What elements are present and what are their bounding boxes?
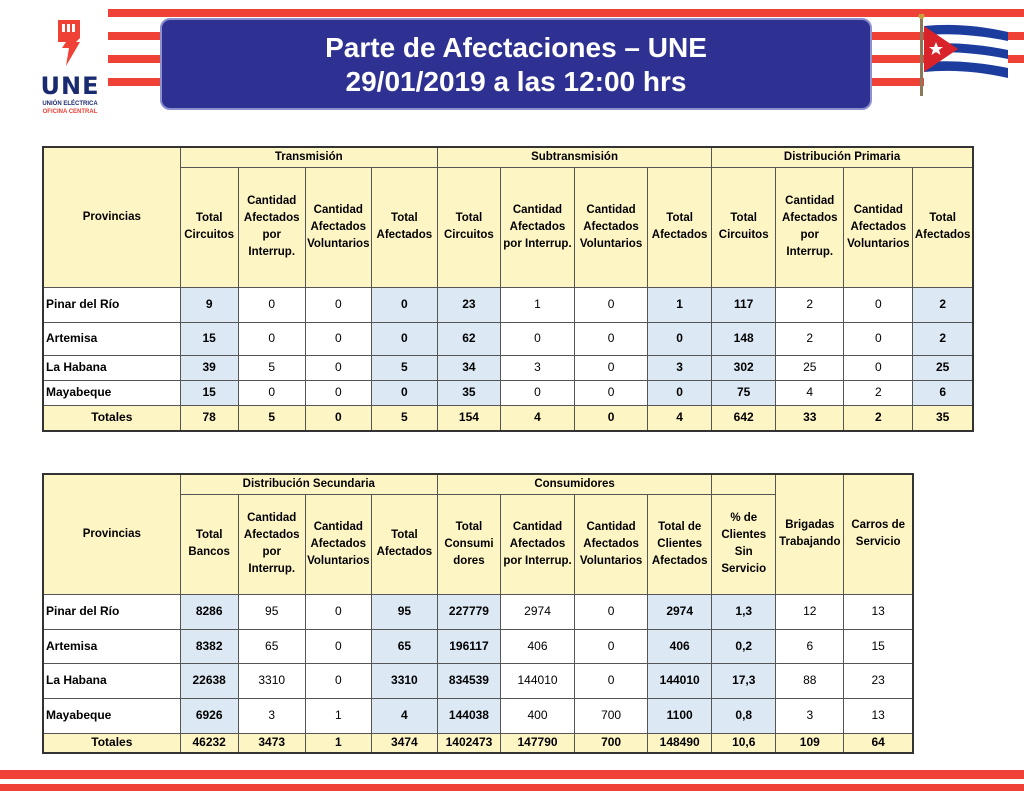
table-cell: 2 <box>913 287 973 322</box>
table-cell: 0 <box>371 287 437 322</box>
distribution-table <box>42 473 914 754</box>
totals-cell: 0 <box>575 405 648 431</box>
table-cell: 2974 <box>648 594 712 629</box>
table-cell: 0 <box>305 629 371 663</box>
column-header: Brigadas Trabajando <box>776 474 844 594</box>
table-cell: 9 <box>180 287 238 322</box>
table-row <box>43 698 913 733</box>
red-stripe <box>0 770 1024 779</box>
province-name: La Habana <box>43 663 180 698</box>
table-cell: 0,2 <box>712 629 776 663</box>
fist-lightning-icon <box>54 18 84 68</box>
table-cell: 95 <box>238 594 305 629</box>
totals-cell: 3473 <box>238 733 305 753</box>
table-cell: 0 <box>371 380 437 405</box>
column-header: Cantidad Afectados por Interrup. <box>238 167 305 287</box>
table-cell: 0 <box>305 287 371 322</box>
totals-label: Totales <box>43 405 180 431</box>
transmission-table <box>42 146 974 432</box>
table-cell: 22638 <box>180 663 238 698</box>
table-cell: 0 <box>305 663 371 698</box>
table-cell: 6 <box>776 629 844 663</box>
red-stripe <box>108 55 160 63</box>
totals-cell: 1402473 <box>437 733 500 753</box>
column-header: % de Clientes Sin Servicio <box>712 494 776 594</box>
table-cell: 12 <box>776 594 844 629</box>
column-header: Total de Clientes Afectados <box>648 494 712 594</box>
province-name: Pinar del Río <box>43 594 180 629</box>
table-cell: 13 <box>844 594 913 629</box>
table-cell: 0 <box>305 322 371 355</box>
table-cell: 65 <box>238 629 305 663</box>
table-cell: 5 <box>238 355 305 380</box>
table-cell: 88 <box>776 663 844 698</box>
column-header: Total Consumi dores <box>437 494 500 594</box>
column-header: Cantidad Afectados Voluntarios <box>575 494 648 594</box>
group-header-blank <box>712 474 776 494</box>
group-header: Consumidores <box>437 474 711 494</box>
column-header: Total Afectados <box>371 167 437 287</box>
table-cell: 0 <box>575 663 648 698</box>
table-cell: 0 <box>648 322 712 355</box>
totals-cell: 4 <box>500 405 574 431</box>
table-cell: 0 <box>648 380 712 405</box>
table-cell: 23 <box>437 287 500 322</box>
table-cell: 0 <box>500 380 574 405</box>
totals-cell: 0 <box>305 405 371 431</box>
table-cell: 8286 <box>180 594 238 629</box>
table-cell: 3310 <box>238 663 305 698</box>
table-row <box>43 287 973 322</box>
table-cell: 0 <box>575 355 648 380</box>
group-header: Transmisión <box>180 147 437 167</box>
table-cell: 0 <box>305 355 371 380</box>
red-stripe <box>108 32 160 40</box>
column-header: Cantidad Afectados por Interrup. <box>500 494 574 594</box>
totals-cell: 64 <box>844 733 913 753</box>
table-cell: 15 <box>180 322 238 355</box>
totals-cell: 148490 <box>648 733 712 753</box>
table-cell: 0 <box>500 322 574 355</box>
table-cell: 75 <box>712 380 776 405</box>
totals-cell: 109 <box>776 733 844 753</box>
table-cell: 15 <box>844 629 913 663</box>
table-cell: 196117 <box>437 629 500 663</box>
table-cell: 17,3 <box>712 663 776 698</box>
page-title <box>160 18 872 110</box>
totals-row <box>43 405 973 431</box>
table-row <box>43 380 973 405</box>
table-cell: 0 <box>305 380 371 405</box>
table-cell: 1 <box>305 698 371 733</box>
table-cell: 3 <box>238 698 305 733</box>
totals-cell: 10,6 <box>712 733 776 753</box>
table-cell: 5 <box>371 355 437 380</box>
group-header: Distribución Primaria <box>712 147 973 167</box>
table-cell: 1 <box>648 287 712 322</box>
column-header: Total Afectados <box>371 494 437 594</box>
group-header: Distribución Secundaria <box>180 474 437 494</box>
column-header: Cantidad Afectados Voluntarios <box>305 167 371 287</box>
table-cell: 0 <box>575 629 648 663</box>
totals-cell: 154 <box>437 405 500 431</box>
table-cell: 0 <box>844 355 913 380</box>
province-name: La Habana <box>43 355 180 380</box>
totals-label: Totales <box>43 733 180 753</box>
table-cell: 0 <box>238 287 305 322</box>
totals-cell: 3474 <box>371 733 437 753</box>
table-cell: 6 <box>913 380 973 405</box>
totals-row <box>43 733 913 753</box>
table-cell: 1,3 <box>712 594 776 629</box>
logo-subtitle: UNIÓN ELÉCTRICA <box>42 101 98 107</box>
column-header: Cantidad Afectados por Interrup. <box>500 167 574 287</box>
table-cell: 65 <box>371 629 437 663</box>
totals-cell: 5 <box>371 405 437 431</box>
province-name: Artemisa <box>43 629 180 663</box>
logo-name: UNE <box>40 72 100 100</box>
table-row <box>43 663 913 698</box>
table-cell: 0 <box>844 322 913 355</box>
column-header: Total Bancos <box>180 494 238 594</box>
totals-cell: 33 <box>776 405 844 431</box>
table-cell: 3 <box>648 355 712 380</box>
table-cell: 6926 <box>180 698 238 733</box>
table-cell: 34 <box>437 355 500 380</box>
table-cell: 95 <box>371 594 437 629</box>
totals-cell: 642 <box>712 405 776 431</box>
table-row <box>43 322 973 355</box>
table-cell: 2 <box>913 322 973 355</box>
column-header: Cantidad Afectados Voluntarios <box>844 167 913 287</box>
table-cell: 0 <box>238 322 305 355</box>
table-cell: 700 <box>575 698 648 733</box>
table-cell: 144038 <box>437 698 500 733</box>
table-cell: 39 <box>180 355 238 380</box>
table-cell: 148 <box>712 322 776 355</box>
table-cell: 2 <box>776 322 844 355</box>
column-header: Cantidad Afectados Voluntarios <box>305 494 371 594</box>
totals-cell: 147790 <box>500 733 574 753</box>
group-header: Subtransmisión <box>437 147 711 167</box>
provincias-header: Provincias <box>43 147 180 287</box>
column-header: Total Afectados <box>648 167 712 287</box>
totals-cell: 4 <box>648 405 712 431</box>
column-header: Total Circuitos <box>437 167 500 287</box>
table-cell: 0 <box>238 380 305 405</box>
totals-cell: 5 <box>238 405 305 431</box>
totals-cell: 35 <box>913 405 973 431</box>
province-name: Artemisa <box>43 322 180 355</box>
table-cell: 62 <box>437 322 500 355</box>
title-line-1: Parte de Afectaciones – UNE <box>325 32 707 63</box>
table-cell: 13 <box>844 698 913 733</box>
column-header: Cantidad Afectados por Interrup. <box>238 494 305 594</box>
une-logo <box>30 14 110 118</box>
table-cell: 400 <box>500 698 574 733</box>
table-cell: 302 <box>712 355 776 380</box>
provincias-header: Provincias <box>43 474 180 594</box>
table-cell: 3 <box>500 355 574 380</box>
column-header: Cantidad Afectados Voluntarios <box>575 167 648 287</box>
table-cell: 25 <box>776 355 844 380</box>
table-cell: 227779 <box>437 594 500 629</box>
table-cell: 0 <box>575 594 648 629</box>
table-cell: 0 <box>575 322 648 355</box>
table-cell: 0,8 <box>712 698 776 733</box>
table-cell: 2974 <box>500 594 574 629</box>
red-stripe <box>108 78 160 86</box>
province-name: Mayabeque <box>43 380 180 405</box>
table-cell: 25 <box>913 355 973 380</box>
table-cell: 144010 <box>500 663 574 698</box>
table-cell: 3 <box>776 698 844 733</box>
table-cell: 1100 <box>648 698 712 733</box>
province-name: Pinar del Río <box>43 287 180 322</box>
table-cell: 2 <box>844 380 913 405</box>
table-cell: 144010 <box>648 663 712 698</box>
logo-subtitle-2: OFICINA CENTRAL <box>42 109 98 115</box>
table-cell: 117 <box>712 287 776 322</box>
table-row <box>43 594 913 629</box>
table-cell: 3310 <box>371 663 437 698</box>
table-cell: 406 <box>500 629 574 663</box>
totals-cell: 700 <box>575 733 648 753</box>
column-header: Total Circuitos <box>180 167 238 287</box>
table-cell: 23 <box>844 663 913 698</box>
column-header: Carros de Servicio <box>844 474 913 594</box>
table-cell: 2 <box>776 287 844 322</box>
cuba-flag-icon <box>916 14 1008 96</box>
table-cell: 0 <box>575 380 648 405</box>
table-row <box>43 629 913 663</box>
province-name: Mayabeque <box>43 698 180 733</box>
table-cell: 834539 <box>437 663 500 698</box>
table-cell: 1 <box>500 287 574 322</box>
table-cell: 0 <box>371 322 437 355</box>
red-stripe <box>108 9 1024 17</box>
table-cell: 15 <box>180 380 238 405</box>
totals-cell: 2 <box>844 405 913 431</box>
title-line-2: 29/01/2019 a las 12:00 hrs <box>345 66 687 97</box>
table-cell: 406 <box>648 629 712 663</box>
column-header: Total Circuitos <box>712 167 776 287</box>
table-cell: 8382 <box>180 629 238 663</box>
column-header: Cantidad Afectados por Interrup. <box>776 167 844 287</box>
red-stripe <box>0 784 1024 791</box>
table-cell: 4 <box>371 698 437 733</box>
totals-cell: 78 <box>180 405 238 431</box>
totals-cell: 1 <box>305 733 371 753</box>
table-row <box>43 355 973 380</box>
table-cell: 0 <box>575 287 648 322</box>
table-cell: 4 <box>776 380 844 405</box>
column-header: Total Afectados <box>913 167 973 287</box>
table-cell: 0 <box>844 287 913 322</box>
table-cell: 35 <box>437 380 500 405</box>
table-cell: 0 <box>305 594 371 629</box>
totals-cell: 46232 <box>180 733 238 753</box>
